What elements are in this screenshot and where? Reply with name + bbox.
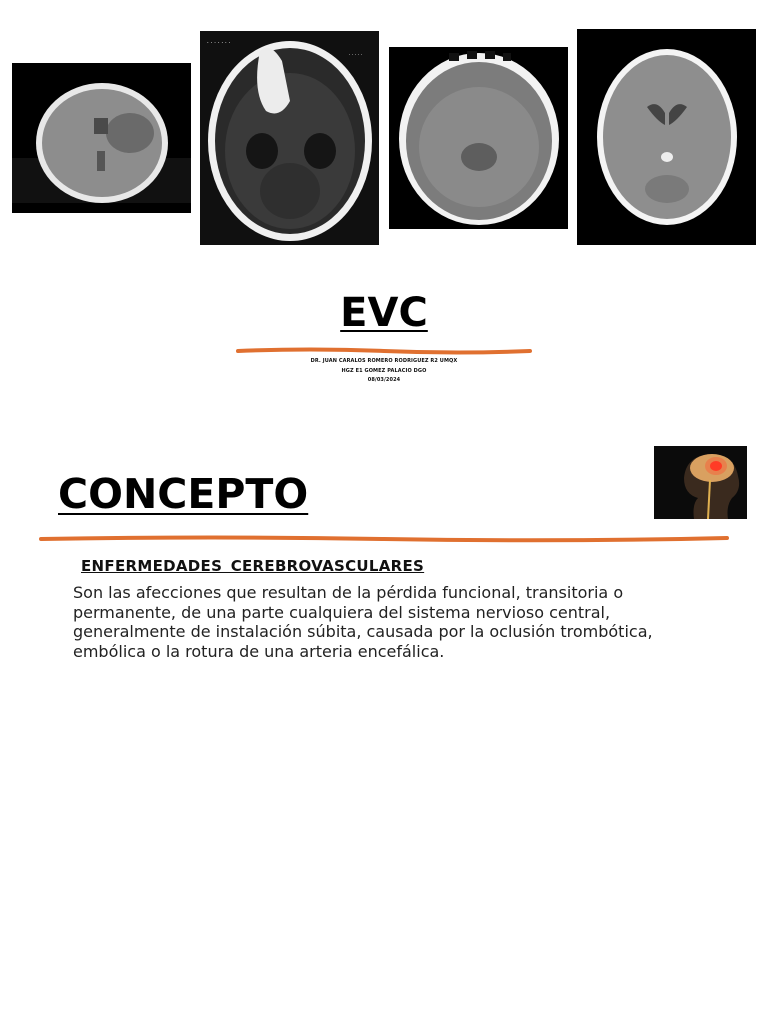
svg-text:.......: ....... [206, 38, 232, 45]
ct-scan-image-1 [12, 63, 191, 213]
ct-scan-image-3 [389, 47, 568, 229]
svg-text:.....: ..... [348, 51, 364, 57]
orange-brush-divider [236, 346, 532, 356]
slide-title: EVC [340, 290, 428, 336]
definition-paragraph: Son las afecciones que resultan de la pérdida funcional, transitoria o permanente, de una parte cualquiera del sistema nervioso central, generalmente de instalación súbita, causada por la oclusión trombótica, embólica o la rotura de una arteria encefálica. [73, 583, 653, 661]
brain-illustration [654, 446, 747, 519]
orange-brush-divider-2 [38, 533, 730, 545]
section-subheading: ENFERMEDADES CEREBROVASCULARES [81, 557, 425, 575]
hospital-line: HGZ E1 GOMEZ PALACIO DGO [341, 368, 427, 374]
ct-scan-image-2 [200, 31, 379, 245]
author-line: DR. JUAN CARALOS ROMERO RODRIGUEZ R2 UMQX [310, 358, 458, 364]
date-line: 08/03/2024 [367, 377, 401, 383]
concept-heading: CONCEPTO [58, 470, 309, 518]
ct-scan-image-4 [577, 29, 756, 245]
